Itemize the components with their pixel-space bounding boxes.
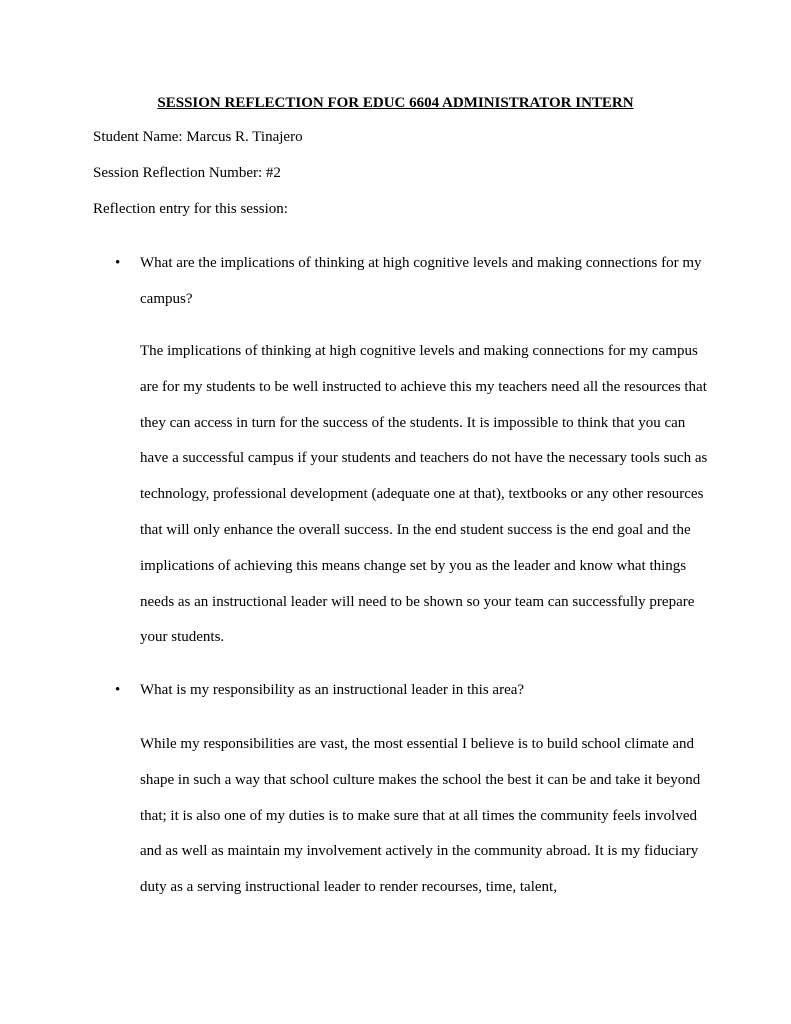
reflection-entry-label: Reflection entry for this session:	[93, 201, 288, 217]
reflection-number: Session Reflection Number: #2	[93, 165, 281, 181]
bullet-icon: •	[115, 682, 121, 698]
answer-text-1: The implications of thinking at high cognitive levels and making connections for my campus are for my students to be well instructed to achieve this my teachers need all the resources that they can access in turn for the success of the students. It is impossible to think that you can have a successful campus if your students and teachers do not have the necessary tools such as technology, professional development (adequate one at that), textbooks or any other resources that will only enhance the overall success. In the end student success is the end goal and the implications of achieving this means change set by you as the leader and know what things needs as an instructional leader will need to be shown so your team can successfully prepare your students.	[140, 343, 708, 646]
bullet-icon: •	[115, 255, 121, 271]
question-text-1: What are the implications of thinking at high cognitive levels and making connections for my campus?	[140, 255, 702, 307]
document-title: SESSION REFLECTION FOR EDUC 6604 ADMINISTRATOR INTERN	[157, 95, 634, 111]
answer-text-2: While my responsibilities are vast, the most essential I believe is to build school climate and shape in such a way that school culture makes the school the best it can be and take it beyond that; it is also one of my duties is to make sure that at all times the community feels involved and as well as maintain my involvement actively in the community abroad. It is my fiduciary duty as a serving instructional leader to render recourses, time, talent,	[140, 736, 701, 896]
question-text-2: What is my responsibility as an instructional leader in this area?	[140, 682, 525, 698]
student-name: Student Name: Marcus R. Tinajero	[93, 129, 303, 145]
